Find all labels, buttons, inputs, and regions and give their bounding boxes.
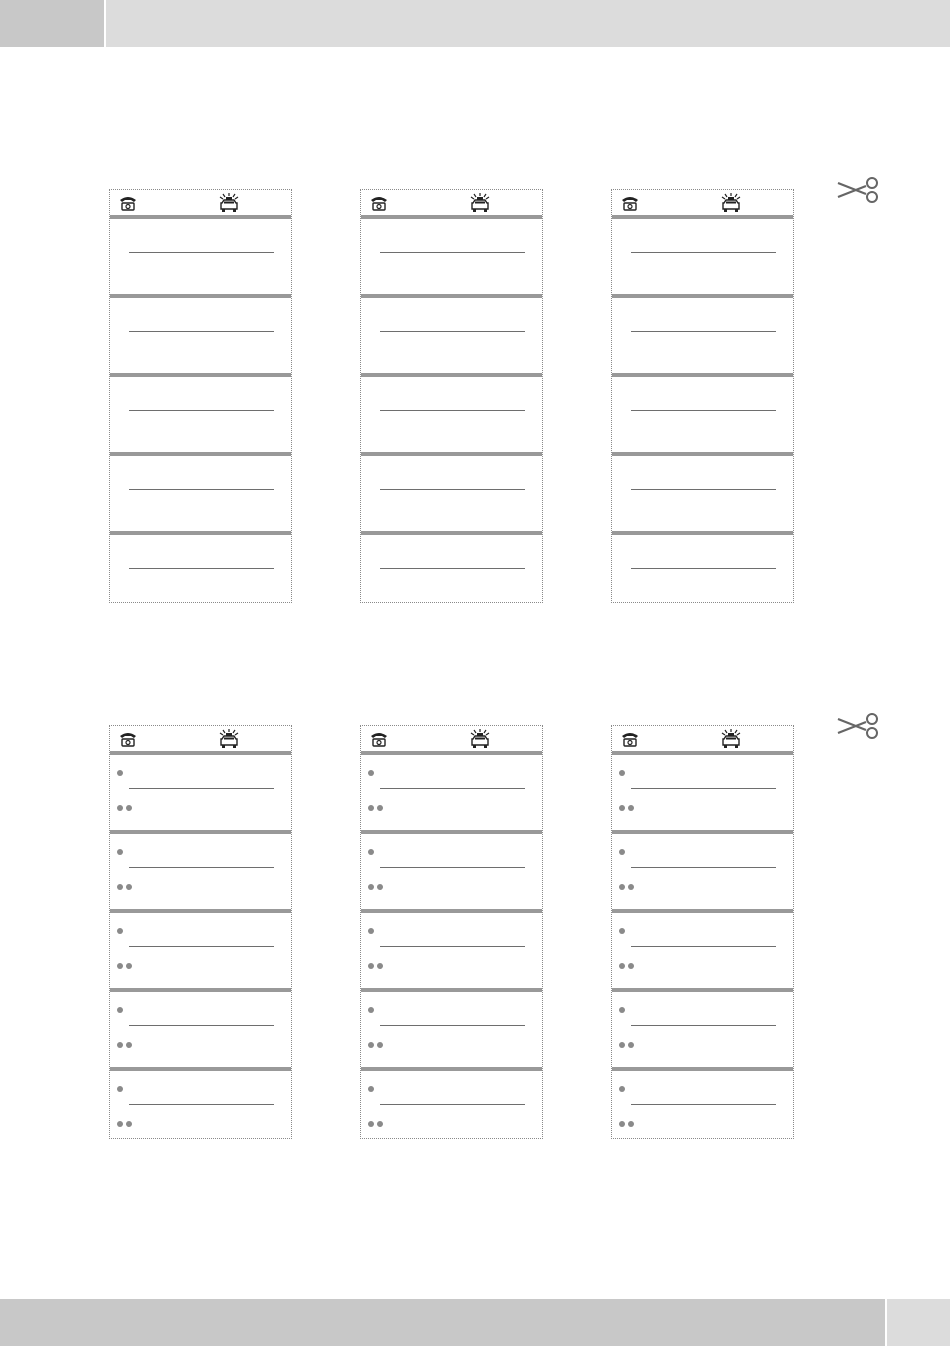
write-line (380, 1025, 525, 1026)
slot-divider (612, 531, 793, 535)
telephone-icon (119, 731, 137, 747)
entry-slot (110, 988, 291, 1067)
write-line (631, 331, 776, 332)
entry-slot (110, 1067, 291, 1146)
slot-divider (110, 830, 291, 834)
double-dot-marker (126, 963, 132, 969)
double-dot-marker (619, 1121, 625, 1127)
slot-divider (612, 215, 793, 219)
write-line (631, 410, 776, 411)
double-dot-marker (117, 1121, 123, 1127)
slot-divider (110, 452, 291, 456)
header-tab (0, 0, 104, 47)
telephone-icon (370, 195, 388, 211)
single-dot-marker (619, 849, 625, 855)
label-card (611, 189, 794, 603)
slot-divider (361, 909, 542, 913)
double-dot-marker (628, 963, 634, 969)
double-dot-marker (377, 805, 383, 811)
write-line (129, 788, 274, 789)
single-dot-marker (117, 849, 123, 855)
entry-slot (612, 373, 793, 452)
write-line (380, 489, 525, 490)
write-line (380, 867, 525, 868)
slot-divider (361, 830, 542, 834)
single-dot-marker (619, 1007, 625, 1013)
telephone-icon (119, 195, 137, 211)
slot-divider (361, 373, 542, 377)
entry-slot (612, 909, 793, 988)
entry-slot (110, 215, 291, 294)
card-header (361, 190, 542, 216)
double-dot-marker (126, 1121, 132, 1127)
card-header (612, 726, 793, 752)
write-line (631, 946, 776, 947)
slot-divider (612, 373, 793, 377)
slot-divider (110, 751, 291, 755)
emergency-vehicle-icon (219, 729, 239, 748)
double-dot-marker (628, 1042, 634, 1048)
emergency-vehicle-icon (470, 193, 490, 212)
double-dot-marker (368, 1121, 374, 1127)
scissors-icon (836, 175, 880, 205)
single-dot-marker (117, 770, 123, 776)
single-dot-marker (368, 849, 374, 855)
entry-slot (361, 751, 542, 830)
slot-divider (361, 294, 542, 298)
double-dot-marker (377, 963, 383, 969)
single-dot-marker (117, 1007, 123, 1013)
write-line (129, 410, 274, 411)
entry-slot (612, 988, 793, 1067)
double-dot-marker (117, 884, 123, 890)
entry-slot (110, 531, 291, 610)
double-dot-marker (117, 805, 123, 811)
double-dot-marker (619, 805, 625, 811)
slot-divider (612, 830, 793, 834)
slot-divider (110, 1067, 291, 1071)
emergency-vehicle-icon (721, 193, 741, 212)
double-dot-marker (126, 884, 132, 890)
slot-divider (110, 531, 291, 535)
double-dot-marker (619, 884, 625, 890)
entry-slot (110, 452, 291, 531)
slot-divider (110, 909, 291, 913)
double-dot-marker (368, 963, 374, 969)
label-card (611, 725, 794, 1139)
entry-slot (110, 373, 291, 452)
header-bar (106, 0, 950, 47)
single-dot-marker (368, 1007, 374, 1013)
slot-divider (361, 1067, 542, 1071)
emergency-vehicle-icon (470, 729, 490, 748)
double-dot-marker (619, 963, 625, 969)
entry-slot (110, 294, 291, 373)
double-dot-marker (619, 1042, 625, 1048)
label-card (109, 725, 292, 1139)
slot-divider (110, 294, 291, 298)
card-header (110, 190, 291, 216)
single-dot-marker (117, 928, 123, 934)
entry-slot (612, 215, 793, 294)
double-dot-marker (126, 805, 132, 811)
double-dot-marker (628, 884, 634, 890)
telephone-icon (621, 731, 639, 747)
entry-slot (110, 830, 291, 909)
slot-divider (612, 909, 793, 913)
entry-slot (361, 215, 542, 294)
write-line (631, 867, 776, 868)
write-line (129, 867, 274, 868)
write-line (380, 788, 525, 789)
scissors-icon (836, 711, 880, 741)
slot-divider (612, 452, 793, 456)
write-line (631, 568, 776, 569)
slot-divider (361, 215, 542, 219)
write-line (631, 788, 776, 789)
entry-slot (361, 373, 542, 452)
write-line (380, 252, 525, 253)
entry-slot (110, 909, 291, 988)
entry-slot (612, 751, 793, 830)
entry-slot (361, 909, 542, 988)
entry-slot (612, 452, 793, 531)
card-header (361, 726, 542, 752)
emergency-vehicle-icon (721, 729, 741, 748)
write-line (380, 410, 525, 411)
label-card (109, 189, 292, 603)
write-line (129, 568, 274, 569)
write-line (380, 568, 525, 569)
single-dot-marker (368, 928, 374, 934)
card-header (110, 726, 291, 752)
write-line (129, 1104, 274, 1105)
slot-divider (110, 988, 291, 992)
double-dot-marker (628, 1121, 634, 1127)
slot-divider (361, 531, 542, 535)
single-dot-marker (368, 1086, 374, 1092)
write-line (631, 1104, 776, 1105)
write-line (129, 252, 274, 253)
slot-divider (361, 452, 542, 456)
entry-slot (361, 1067, 542, 1146)
entry-slot (612, 1067, 793, 1146)
double-dot-marker (368, 884, 374, 890)
footer-tab (887, 1299, 950, 1346)
entry-slot (612, 531, 793, 610)
slot-divider (361, 988, 542, 992)
slot-divider (612, 751, 793, 755)
telephone-icon (370, 731, 388, 747)
double-dot-marker (377, 1121, 383, 1127)
double-dot-marker (628, 805, 634, 811)
slot-divider (612, 294, 793, 298)
label-card (360, 189, 543, 603)
write-line (380, 946, 525, 947)
double-dot-marker (126, 1042, 132, 1048)
slot-divider (612, 1067, 793, 1071)
write-line (129, 331, 274, 332)
entry-slot (361, 452, 542, 531)
double-dot-marker (377, 884, 383, 890)
double-dot-marker (368, 805, 374, 811)
write-line (129, 946, 274, 947)
single-dot-marker (619, 770, 625, 776)
label-card (360, 725, 543, 1139)
slot-divider (361, 751, 542, 755)
entry-slot (361, 531, 542, 610)
write-line (631, 252, 776, 253)
write-line (631, 489, 776, 490)
write-line (380, 1104, 525, 1105)
single-dot-marker (117, 1086, 123, 1092)
entry-slot (612, 294, 793, 373)
double-dot-marker (117, 963, 123, 969)
write-line (129, 489, 274, 490)
card-header (612, 190, 793, 216)
entry-slot (361, 830, 542, 909)
write-line (129, 1025, 274, 1026)
single-dot-marker (619, 1086, 625, 1092)
emergency-vehicle-icon (219, 193, 239, 212)
telephone-icon (621, 195, 639, 211)
double-dot-marker (368, 1042, 374, 1048)
single-dot-marker (368, 770, 374, 776)
double-dot-marker (117, 1042, 123, 1048)
write-line (631, 1025, 776, 1026)
slot-divider (110, 373, 291, 377)
entry-slot (110, 751, 291, 830)
single-dot-marker (619, 928, 625, 934)
write-line (380, 331, 525, 332)
slot-divider (612, 988, 793, 992)
slot-divider (110, 215, 291, 219)
double-dot-marker (377, 1042, 383, 1048)
entry-slot (361, 988, 542, 1067)
entry-slot (612, 830, 793, 909)
entry-slot (361, 294, 542, 373)
footer-bar (0, 1299, 885, 1346)
